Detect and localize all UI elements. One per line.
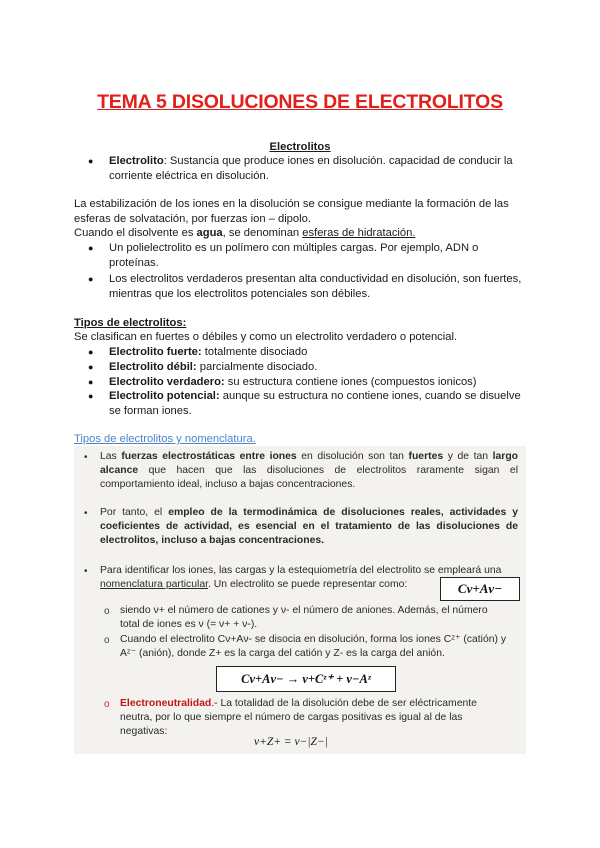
text: Cuando el electrolito Cν+Aν- se disocia en disolución, forma los iones Cᶻ⁺ (catión) y [120,634,507,645]
text: La estabilización de los iones en la disolución se consigue mediante la formación de las [74,198,509,210]
paragraph-estabilizacion [74,197,534,241]
sub-bullet-electroneutralidad [120,697,520,739]
text: .- La totalidad de la disolución debe de ser eléctricamente [211,698,477,709]
text-bold: Electrolito fuerte: [109,346,202,358]
bullet-dot: ● [88,156,94,166]
sub-bullet-circle: o [104,635,110,646]
text: neutra, por lo que siempre el número de cargas positivas es igual al de las [120,712,463,723]
bullet-dot: ● [88,243,94,253]
text-underline: nomenclatura particular [100,579,209,590]
text: Para identificar los iones, las cargas y la estequiometría del electrolito se empleará una [100,565,502,576]
text-bold: agua [196,227,223,240]
list-item-verdadero [109,375,477,390]
formula-electroneutralidad: ν+Z+ = ν−|Z−| [254,736,328,748]
text-bold: fuerzas electrostáticas entre iones [121,451,297,462]
sub-bullet-siendo [120,604,520,632]
slide-panel [74,446,526,754]
bullet-dot: ● [88,274,94,284]
text: comportamiento ideal, incluso a bajas concentraciones. [100,479,356,490]
text: : Sustancia que produce iones en disolución. capacidad de conducir la [163,155,513,167]
list-item-debil [109,360,317,375]
bullet-dot: • [84,452,88,463]
text: Cuando el disolvente es [74,227,197,240]
text: siendo ν+ el número de cationes y ν- el número de aniones. Además, el número [120,605,488,616]
term-electroneutralidad: Electroneutralidad [120,698,212,709]
text-bold: fuertes [408,451,444,462]
text: y de tan [443,451,493,462]
text: Un polielectrolito es un polímero con múltiples cargas. Por ejemplo, ADN o [109,242,479,254]
text: aunque su estructura no contiene iones, cuando se disuelve [219,390,521,402]
bullet-dot: ● [88,362,94,372]
text: parcialmente disociado. [196,361,318,373]
text: negativas: [120,726,168,737]
text: total de iones es ν (= ν+ + ν-). [120,619,258,630]
text: , se denominan [222,227,303,240]
text-bold: empleo de la termodinámica de disoluciones reales, actividades y [168,507,519,518]
text: se forman iones. [109,404,192,417]
section-heading-electrolitos: Electrolitos [269,141,331,153]
list-item-fuerte [109,345,307,360]
text-bold: Electrolito verdadero: [109,376,225,388]
bullet-dot: • [84,566,88,577]
text: esferas de solvatación, por fuerzas ion – dipolo. [74,212,311,225]
text-bold: Electrolito potencial: [109,390,220,402]
text: proteínas. [109,256,159,269]
text: Las [100,451,122,462]
term-electrolito: Electrolito [109,155,164,167]
text: Aᶻ⁻ (anión), donde Z+ es la carga del catión y Z- es la carga del anión. [120,648,445,659]
text: su estructura contiene iones (compuestos ionicos) [224,376,477,388]
slide-bullet-fuerzas [100,450,518,492]
bullet-dot: ● [88,347,94,357]
text: mientras que los electrolitos potenciales son débiles. [109,287,371,300]
text: que hacen que las disoluciones de electrolitos raramente sigan el [138,465,518,476]
text-bold: largo [492,451,519,462]
list-item-potencial [109,389,539,418]
section-heading-nomenclatura: Tipos de electrolitos y nomenclatura. [74,433,256,445]
text: totalmente disociado [201,346,308,358]
text: Por tanto, el [100,507,169,518]
sub-bullet-circle: o [104,606,110,617]
text-bold: Electrolito débil: [109,361,197,373]
section-intro: Se clasifican en fuertes o débiles y como un electrolito verdadero o potencial. [74,331,458,343]
bullet-dot: ● [88,391,94,401]
bullet-polielectrolito [109,241,529,270]
text-underline: esferas de hidratación. [302,227,416,240]
slide-bullet-termodinamica [100,506,518,548]
section-heading-tipos: Tipos de electrolitos: [74,317,187,329]
formula-disociacion: Cν+Aν− → ν+Cᶻ⁺ + ν−Aᶻ [216,666,396,692]
sub-bullet-disocia [120,633,522,661]
text: en disolución son tan [296,451,409,462]
text-bold: alcance [100,465,139,476]
text: Los electrolitos verdaderos presentan alta conductividad en disolución, son fuertes, [109,273,522,285]
bullet-verdaderos [109,272,539,301]
text-bold: electrolitos, incluso a bajas concentraciones. [100,535,325,546]
formula-electrolito: Cν+Aν− [440,577,520,601]
bullet-electrolito-def [109,154,529,183]
text-bold: coeficientes de actividad, es esencial en el tratamiento de las disoluciones de [100,521,518,532]
text: corriente eléctrica en disolución. [109,169,269,182]
text: . Un electrolito se puede representar como: [208,579,408,590]
bullet-dot: • [84,508,88,519]
page-title: TEMA 5 DISOLUCIONES DE ELECTROLITOS [97,91,503,113]
bullet-dot: ● [88,377,94,387]
sub-bullet-circle-red: o [104,699,110,710]
